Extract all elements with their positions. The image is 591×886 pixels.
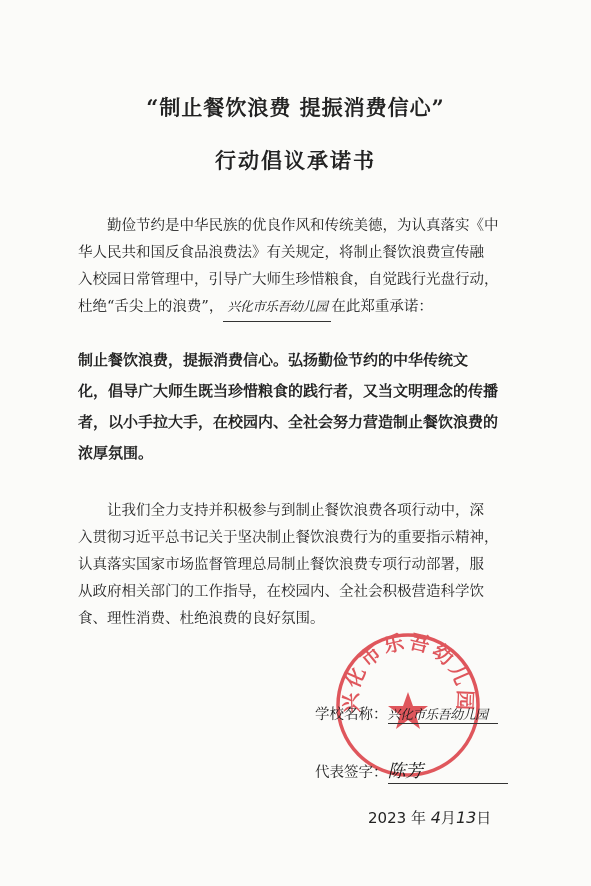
school-name-label: 学校名称： — [315, 707, 388, 723]
representative-row — [315, 757, 508, 784]
school-name-row — [315, 703, 498, 724]
date-year: 2023 年 — [368, 809, 426, 827]
paragraph-line: 浓厚氛围。 — [78, 444, 154, 462]
school-name-value: 兴化市乐吾幼儿园 — [388, 704, 498, 724]
date-month-unit: 月 — [440, 809, 456, 827]
paragraph-line: 入校园日常管理中，引导广大师生珍惜粮食，自觉践行光盘行动， — [78, 272, 499, 288]
paragraph-line: 制止餐饮浪费，提振消费信心。弘扬勤俭节约的中华传统文 — [78, 351, 469, 369]
paragraph-pledge — [78, 345, 518, 469]
date-row — [368, 807, 491, 828]
representative-label: 代表签字： — [315, 765, 388, 781]
date-month: 4 — [430, 808, 441, 827]
date-day-unit: 日 — [476, 809, 492, 827]
svg-text:兴化市乐吾幼儿园: 兴化市乐吾幼儿园 — [338, 630, 478, 714]
paragraph-line: 华人民共和国反食品浪费法》有关规定，将制止餐饮浪费宣传融 — [78, 245, 484, 261]
paragraph-line: 化，倡导广大师生既当珍惜粮食的践行者，又当文明理念的传播 — [78, 382, 499, 400]
date-day: 13 — [455, 808, 477, 827]
school-name-handwritten: 兴化市乐吾幼儿园 — [223, 294, 331, 322]
paragraph-line: 勤俭节约是中华民族的优良作风和传统美德，为认真落实《中 — [107, 218, 499, 234]
representative-signature: 陈芳 — [388, 757, 508, 784]
document-subtitle: 行动倡议承诺书 — [215, 148, 376, 173]
paragraph-line: 从政府相关部门的工作指导，在校园内、全社会积极营造科学饮 — [78, 584, 484, 600]
paragraph-line: 入贯彻习近平总书记关于坚决制止餐饮浪费行为的重要指示精神， — [78, 530, 499, 546]
paragraph-line: 食、理性消费、杜绝浪费的良好氛围。 — [78, 611, 325, 627]
paragraph-line: 杜绝“舌尖上的浪费”， 兴化市乐吾幼儿园 在此郑重承诺： — [78, 294, 518, 322]
paragraph-line: 认真落实国家市场监督管理总局制止餐饮浪费专项行动部署，服 — [78, 557, 484, 573]
paragraph-line: 让我们全力支持并积极参与到制止餐饮浪费各项行动中，深 — [107, 503, 484, 519]
document-title: “制止餐饮浪费 提振消费信心” — [146, 95, 445, 120]
paragraph-call — [78, 498, 518, 633]
paragraph-intro — [78, 213, 518, 322]
paragraph-line: 者，以小手拉大手，在校园内、全社会努力营造制止餐饮浪费的 — [78, 413, 499, 431]
